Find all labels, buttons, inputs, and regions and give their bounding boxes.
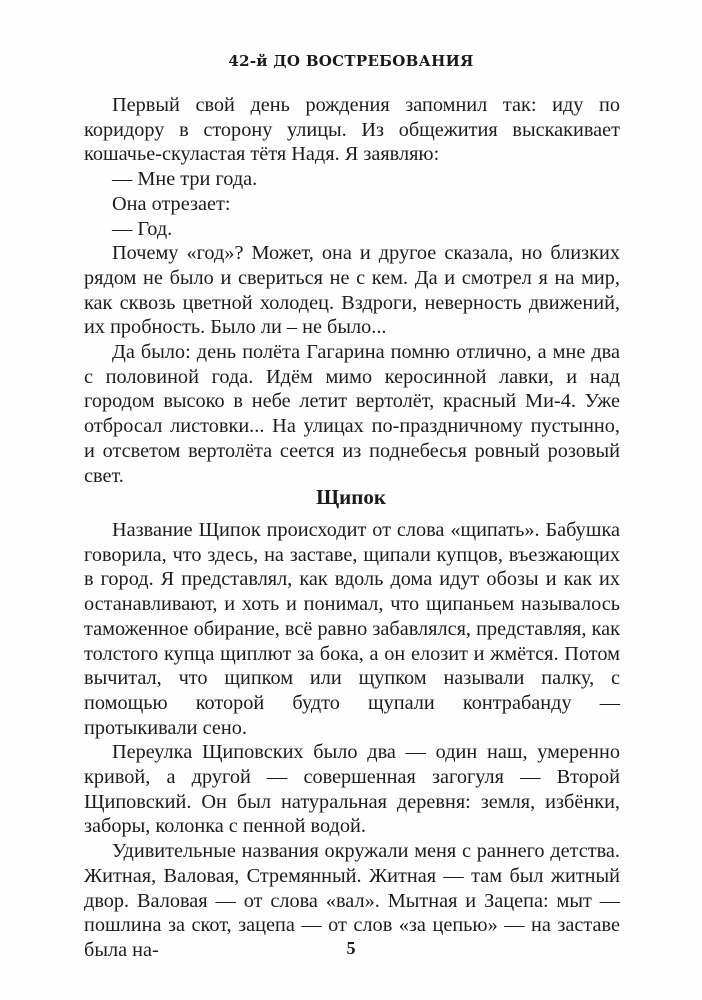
section-text: [84, 518, 620, 963]
page-number: 5: [346, 938, 356, 958]
running-head: 42-й ДО ВОСТРЕБОВАНИЯ: [228, 52, 474, 70]
intro-text: [84, 93, 620, 488]
section-title: Щипок: [316, 485, 386, 509]
paragraph: Почему «год»? Может, она и другое сказала, но близких рядом не было и свериться не с кем. Да и смотрел я на мир, как сквозь цветной холодец. Вздроги, неверность движений, их пробность. Было ли – не было...: [84, 242, 620, 339]
paragraph: Первый свой день рождения запомнил так: иду по коридору в сторону улицы. Из общежития выскакивает кошачье-скуластая тётя Надя. Я заявляю:: [84, 94, 620, 166]
dialogue-line: — Мне три года.: [112, 168, 258, 191]
paragraph: Название Щипок происходит от слова «щипать». Бабушка говорила, что здесь, на заставе, щипали купцов, въезжающих в город. Я представлял, как вдоль дома идут обозы и как их останавливают, и хоть и понимал, что щипаньем называлось таможенное обирание, всё равно забавлялся, представляя, как толстого купца щиплют за бока, а он елозит и жмётся. Потом вычитал, что щипком или щупком называли палку, с помощью которой будто щупали контрабанду — протыкивали сено.: [84, 519, 620, 739]
paragraph: Да было: день полёта Гагарина помню отлично, а мне два с половиной года. Идём мимо керосинной лавки, и над городом высоко в небе летит вертолёт, красный Ми-4. Уже отбросал листовки... На улицах по-праздничному пустынно, и отсветом вертолёта сеется из поднебесья ровный розовый свет.: [84, 341, 620, 487]
dialogue-line: — Год.: [112, 217, 173, 240]
paragraph: Переулка Щиповских было два — один наш, умеренно кривой, а другой — совершенная загогуля — Второй Щиповский. Он был натуральная деревня: земля, избёнки, заборы, колонка с пенной водой.: [84, 741, 620, 838]
dialogue-line: Она отрезает:: [112, 192, 231, 215]
paragraph: Удивительные названия окружали меня с раннего детства. Житная, Валовая, Стремянный. Житная — там был житный двор. Валовая — от слова «вал». Мытная и Зацепа: мыт — пошлина за скот, зацепа — от слов «за цепью» — на заставе была на-: [84, 840, 620, 961]
